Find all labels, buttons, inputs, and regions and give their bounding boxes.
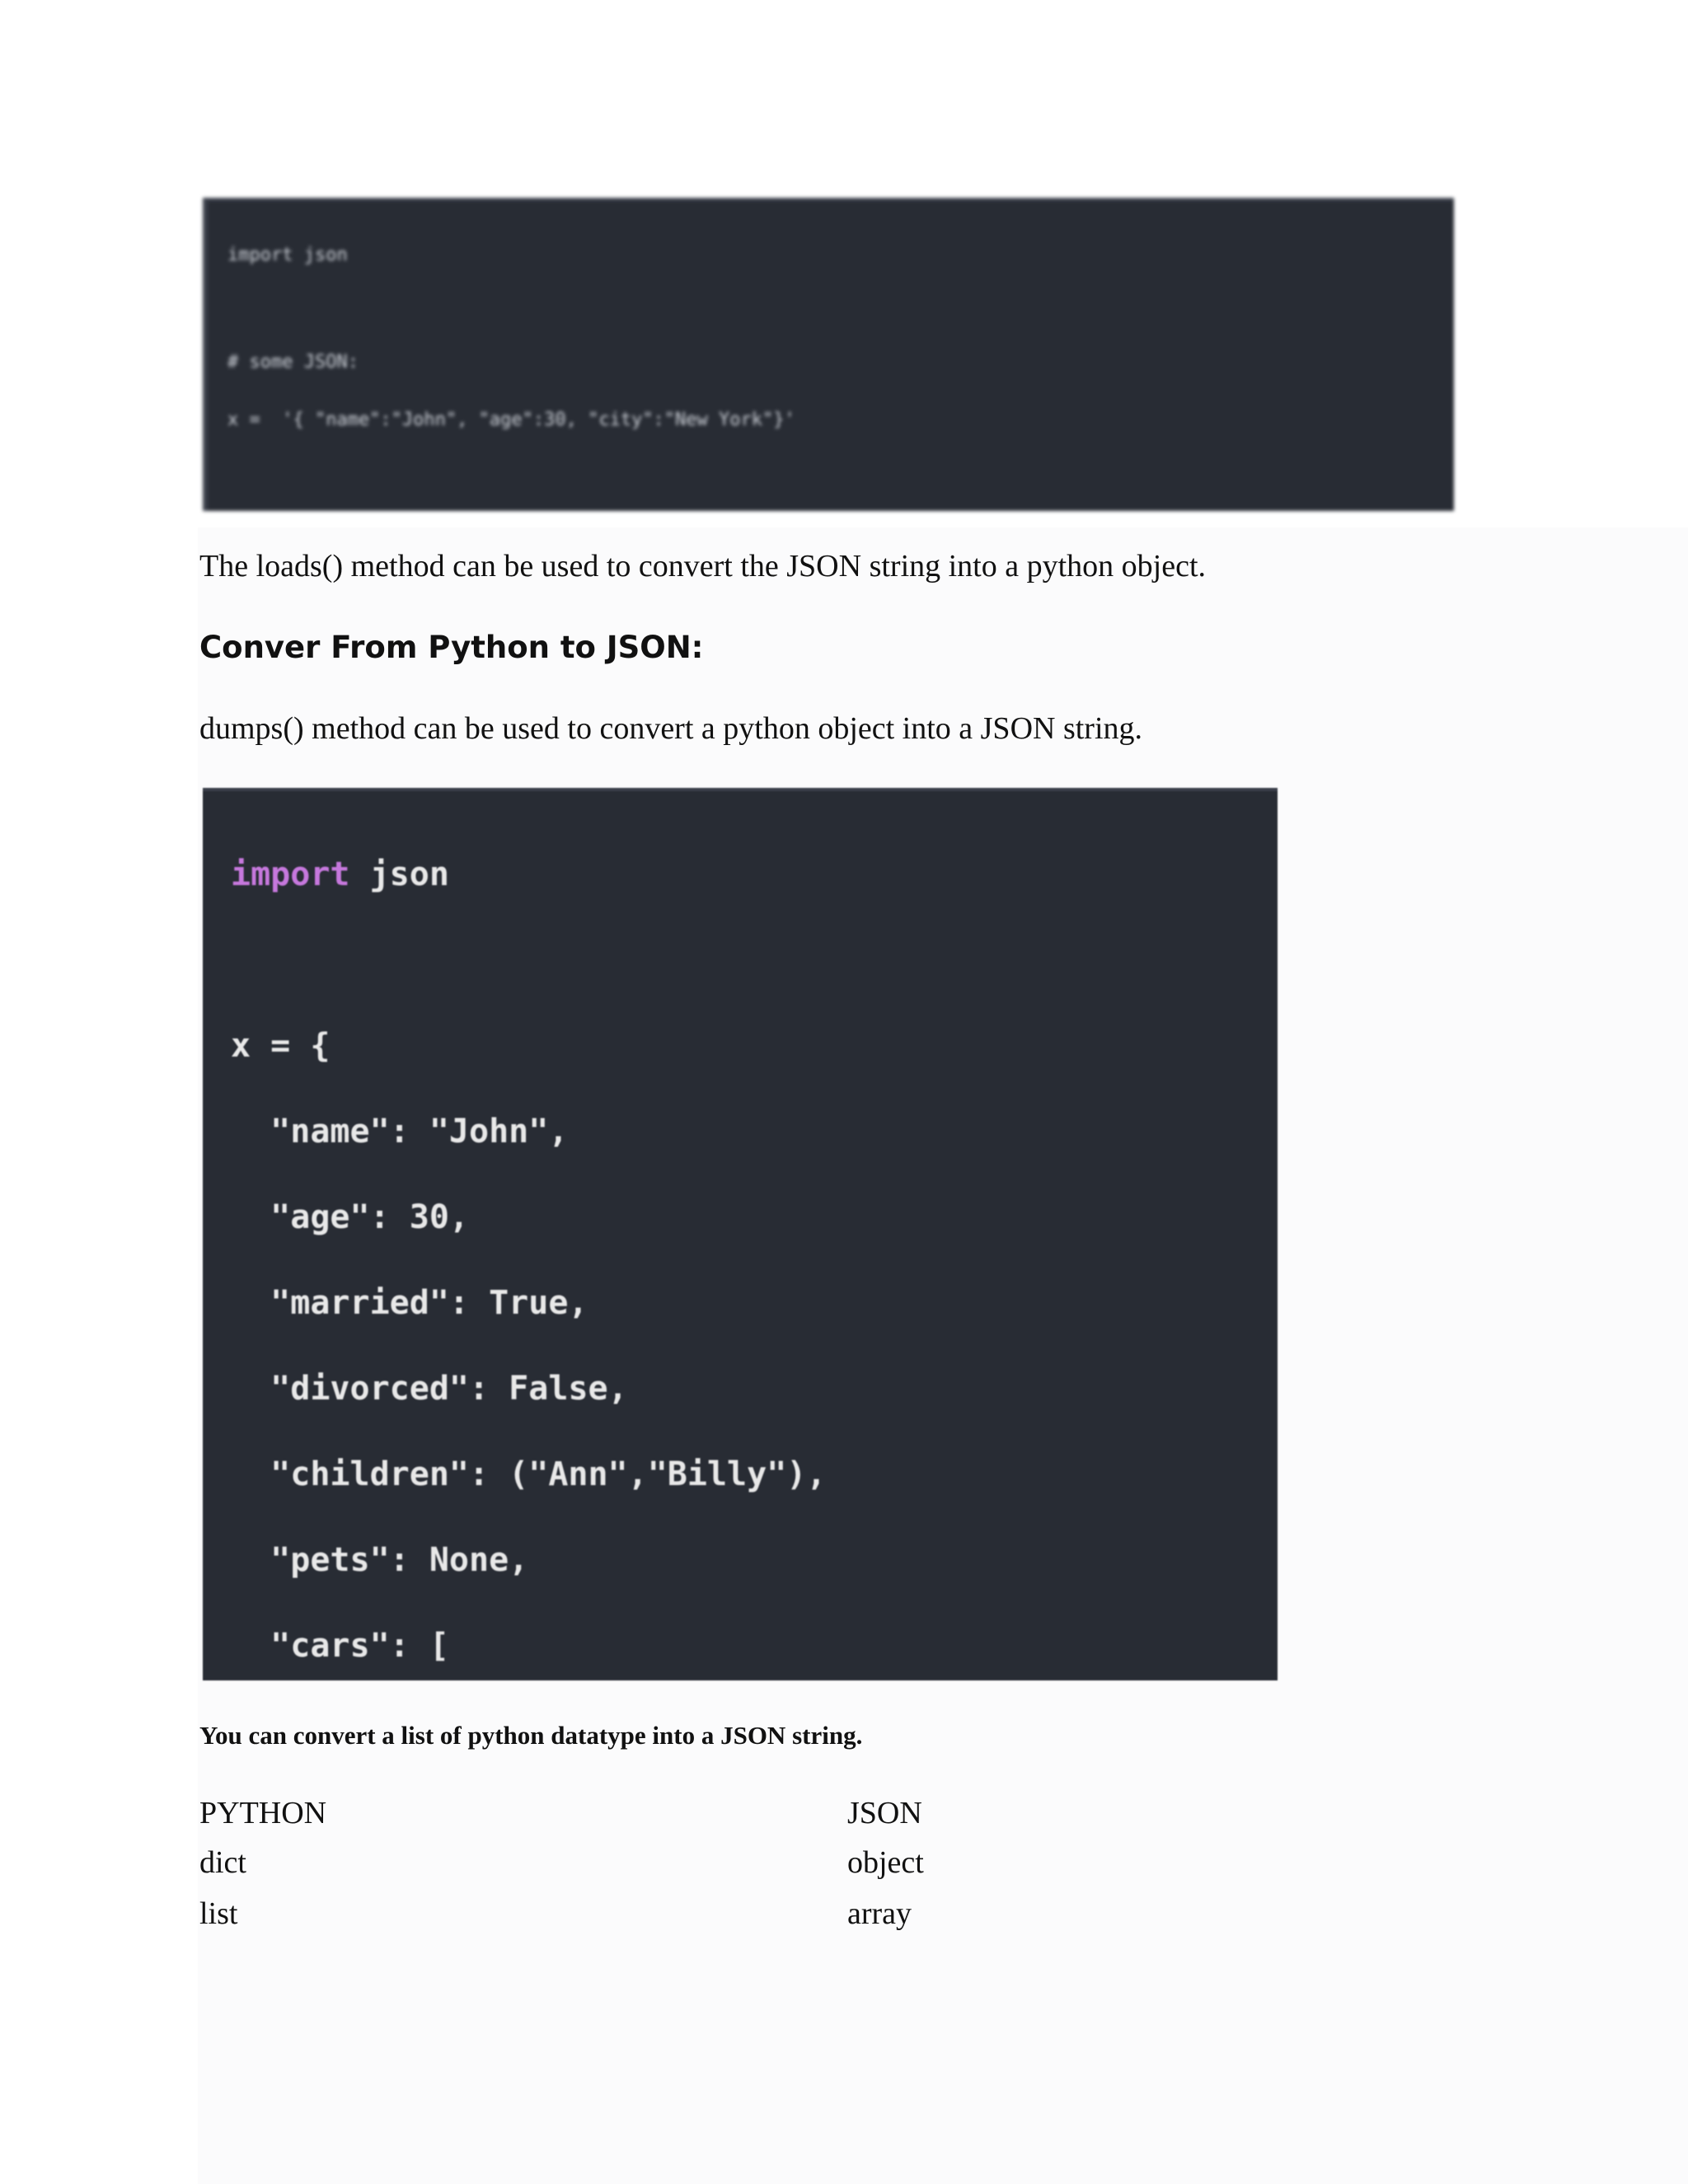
code-line: # some JSON: — [227, 352, 359, 373]
code-screenshot-loads — [203, 198, 1454, 511]
table-cell: object — [847, 1845, 924, 1880]
code-line — [227, 465, 1434, 483]
loads-description: The loads() method can be used to convert the JSON string into a python object. — [199, 549, 1207, 583]
code-line: "married": True, — [231, 1284, 588, 1322]
code-line: "name": "John", — [231, 1113, 569, 1151]
code-line: "cars": [ — [231, 1627, 449, 1665]
code-screenshot-dumps — [203, 788, 1278, 1680]
datatype-note: You can convert a list of python datatype into a JSON string. — [199, 1721, 863, 1750]
code-line: x = '{ "name":"John", "age":30, "city":"New York"}' — [227, 410, 795, 430]
code-line: import json — [231, 855, 449, 893]
code-line: x = { — [231, 1027, 331, 1065]
table-cell: array — [847, 1896, 912, 1931]
code-line — [227, 300, 1434, 318]
import-keyword: import — [231, 855, 350, 893]
table-cell: list — [199, 1896, 238, 1931]
code-line — [231, 933, 1250, 987]
code-line: "divorced": False, — [231, 1370, 628, 1408]
code-line: "age": 30, — [231, 1198, 469, 1236]
code-line: "pets": None, — [231, 1541, 529, 1579]
table-header-python: PYTHON — [199, 1796, 327, 1830]
dumps-description: dumps() method can be used to convert a python object into a JSON string. — [199, 711, 1143, 746]
section-heading: Conver From Python to JSON: — [199, 630, 704, 665]
code-line: import json — [227, 245, 348, 265]
table-cell: dict — [199, 1845, 246, 1880]
table-header-json: JSON — [847, 1796, 922, 1830]
code-line: "children": ("Ann","Billy"), — [231, 1455, 827, 1493]
